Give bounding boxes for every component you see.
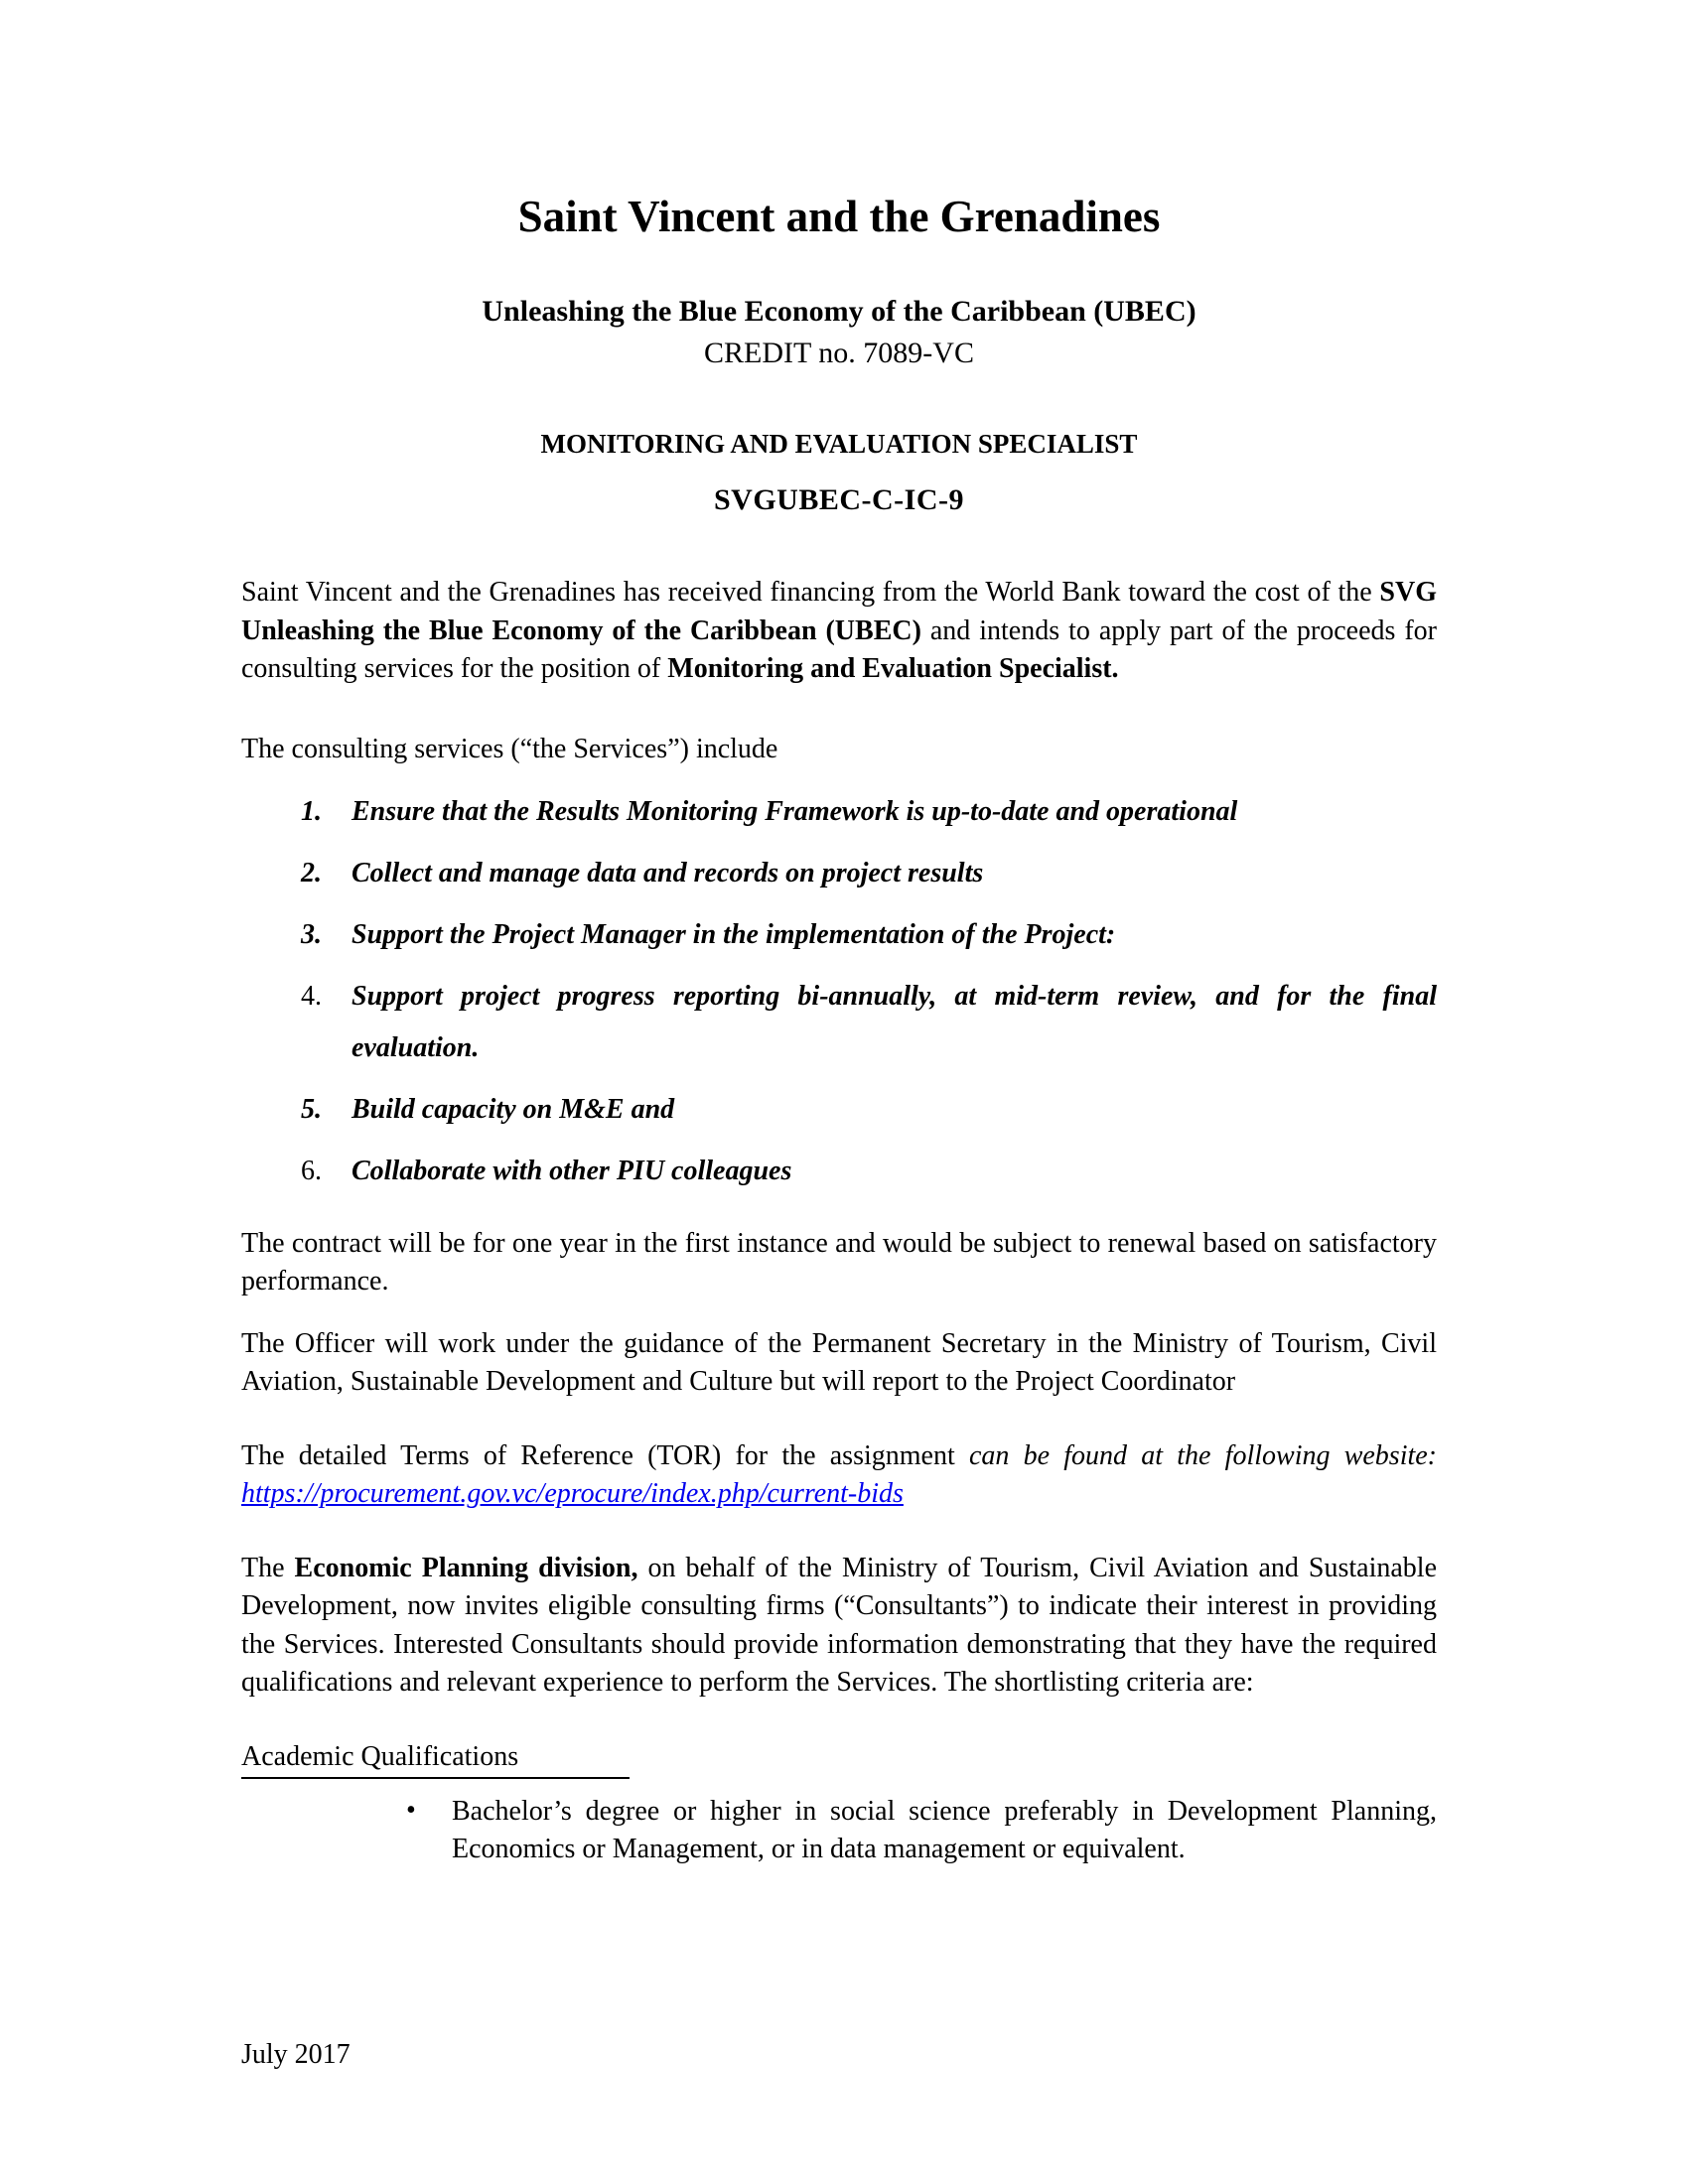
service-item (241, 786, 1437, 838)
document-page (241, 0, 1437, 1869)
page-title: Saint Vincent and the Grenadines (517, 192, 1161, 241)
services-lead: The consulting services (“the Services”) include (241, 733, 778, 764)
service-item-number: 5. (301, 1093, 322, 1125)
intro-text-2: and intends to apply part of the proceeds for consulting services for the position of (241, 614, 1437, 684)
service-item (241, 971, 1437, 1074)
qualification-bullet-item (241, 1793, 1437, 1869)
tor-paragraph (241, 1437, 1437, 1514)
service-item (241, 1084, 1437, 1136)
position-heading: MONITORING AND EVALUATION SPECIALIST (540, 429, 1138, 459)
bullet-icon: • (406, 1794, 416, 1826)
service-item-text: Collect and manage data and records on project results (352, 857, 984, 888)
contract-paragraph: The contract will be for one year in the first instance and would be subject to renewal based on satisfactory performance. (241, 1227, 1437, 1297)
program-name-bold: SVG Unleashing the Blue Economy of the Caribbean (UBEC) (241, 577, 1437, 646)
invite-paragraph (241, 1550, 1437, 1703)
intro-text-1: Saint Vincent and the Grenadines has received financing from the World Bank toward the cost of the (241, 577, 1380, 608)
service-item-text: Collaborate with other PIU colleagues (352, 1155, 792, 1186)
qualifications-heading (241, 1738, 1437, 1779)
service-item (241, 848, 1437, 899)
division-name-bold: Economic Planning division, (294, 1552, 638, 1583)
bullet-text: Bachelor’s degree or higher in social science preferably in Development Planning, Economics or Management, or in data management or equivalent. (452, 1795, 1437, 1864)
service-item-text: Support the Project Manager in the implementation of the Project: (352, 918, 1116, 950)
position-name-bold: Monitoring and Evaluation Specialist. (667, 653, 1119, 684)
reference-code: SVGUBEC-C-IC-9 (713, 483, 964, 516)
service-item-number: 2. (301, 857, 322, 888)
service-item-text: Ensure that the Results Monitoring Framework is up-to-date and operational (352, 795, 1238, 827)
intro-paragraph (241, 574, 1437, 689)
invite-text-2: on behalf of the Ministry of Tourism, Civil Aviation and Sustainable Development, now invites eligible consulting firms (“Consultants”) to indicate their interest in providing the Services. Interested Consultants should provide information demonstrating that they have the required qualifications and relevant experience to perform the Services. The shortlisting criteria are: (241, 1552, 1437, 1698)
service-item-number: 3. (301, 918, 322, 950)
tor-link[interactable]: https://procurement.gov.vc/eprocure/index.php/current-bids (241, 1478, 904, 1509)
service-item-text: Support project progress reporting bi-annually, at mid-term review, and for the final evaluation. (352, 980, 1437, 1063)
service-item-number: 1. (301, 795, 322, 827)
service-item-number: 6. (301, 1155, 322, 1186)
page-footer-date: July 2017 (241, 2039, 351, 2070)
service-item (241, 1146, 1437, 1197)
service-item-text: Build capacity on M&E and (352, 1093, 675, 1125)
tor-text-italic: can be found at the following website: (968, 1439, 1437, 1471)
service-item-number: 4. (301, 980, 322, 1012)
qualifications-heading-text: Academic Qualifications (241, 1738, 630, 1779)
service-item (241, 909, 1437, 961)
program-subtitle: Unleashing the Blue Economy of the Caribbean (UBEC) (482, 295, 1196, 328)
tor-text: The detailed Terms of Reference (TOR) for the assignment (241, 1439, 969, 1471)
services-list (241, 786, 1437, 1197)
credit-number: CREDIT no. 7089-VC (704, 337, 974, 369)
invite-text-1: The (241, 1552, 295, 1583)
officer-paragraph: The Officer will work under the guidance of the Permanent Secretary in the Ministry of Tourism, Civil Aviation, Sustainable Development and Culture but will report to the Project Coordinator (241, 1327, 1437, 1397)
